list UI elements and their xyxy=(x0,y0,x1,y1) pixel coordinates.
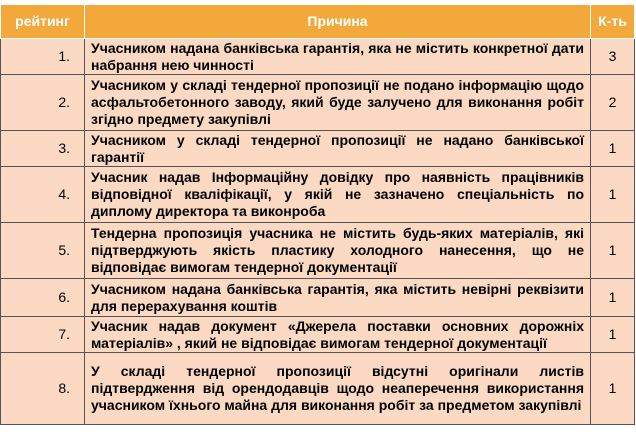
reasons-table xyxy=(0,4,635,425)
row-count: 1 xyxy=(591,223,635,279)
row-count: 1 xyxy=(591,279,635,317)
row-rank: 5. xyxy=(1,223,85,279)
table-row xyxy=(1,167,635,223)
table-row xyxy=(1,39,635,75)
row-reason: Учасником надана банківська гарантія, яка не містить конкретної дати набрання нею чинності xyxy=(85,39,591,75)
row-count: 1 xyxy=(591,167,635,223)
header-rank: рейтинг xyxy=(1,5,85,39)
row-rank: 7. xyxy=(1,317,85,353)
row-rank: 8. xyxy=(1,353,85,425)
row-rank: 2. xyxy=(1,75,85,131)
row-count: 1 xyxy=(591,131,635,167)
row-reason: Учасником у складі тендерної пропозиції не надано банківської гарантії xyxy=(85,131,591,167)
row-rank: 6. xyxy=(1,279,85,317)
row-reason: У складі тендерної пропозиції відсутні оригінали листів підтвердження від орендодавців щодо неаперечення використання учасником їхнього майна для виконання робіт за предметом закупівлі xyxy=(85,353,591,425)
row-reason: Тендерна пропозиція учасника не містить будь-яких матеріалів, які підтверджують якість пластику холодного нанесення, що не відповідає вимогам тендерної документації xyxy=(85,223,591,279)
header-reason: Причина xyxy=(85,5,591,39)
row-rank: 1. xyxy=(1,39,85,75)
row-reason: Учасник надав Інформаційну довідку про наявність працівників відповідної кваліфікації, у якій не зазначено спеціальність по диплому директора та виконроба xyxy=(85,167,591,223)
row-reason: Учасником надана банківська гарантія, яка містить невірні реквізити для перерахування коштів xyxy=(85,279,591,317)
row-rank: 4. xyxy=(1,167,85,223)
row-count: 1 xyxy=(591,353,635,425)
row-reason: Учасник надав документ «Джерела поставки основних дорожніх матеріалів» , який не відповідає вимогам тендерної документації xyxy=(85,317,591,353)
header-count: К-ть xyxy=(591,5,635,39)
table-row xyxy=(1,223,635,279)
table-row xyxy=(1,279,635,317)
row-count: 2 xyxy=(591,75,635,131)
row-reason: Учасником у складі тендерної пропозиції не подано інформацію щодо асфальтобетонного заводу, який буде залучено для виконання робіт згідно предмету закупівлі xyxy=(85,75,591,131)
table-row xyxy=(1,317,635,353)
table-row xyxy=(1,131,635,167)
table-row xyxy=(1,75,635,131)
table-header-row xyxy=(1,5,635,39)
row-rank: 3. xyxy=(1,131,85,167)
table-row xyxy=(1,353,635,425)
row-count: 3 xyxy=(591,39,635,75)
row-count: 1 xyxy=(591,317,635,353)
